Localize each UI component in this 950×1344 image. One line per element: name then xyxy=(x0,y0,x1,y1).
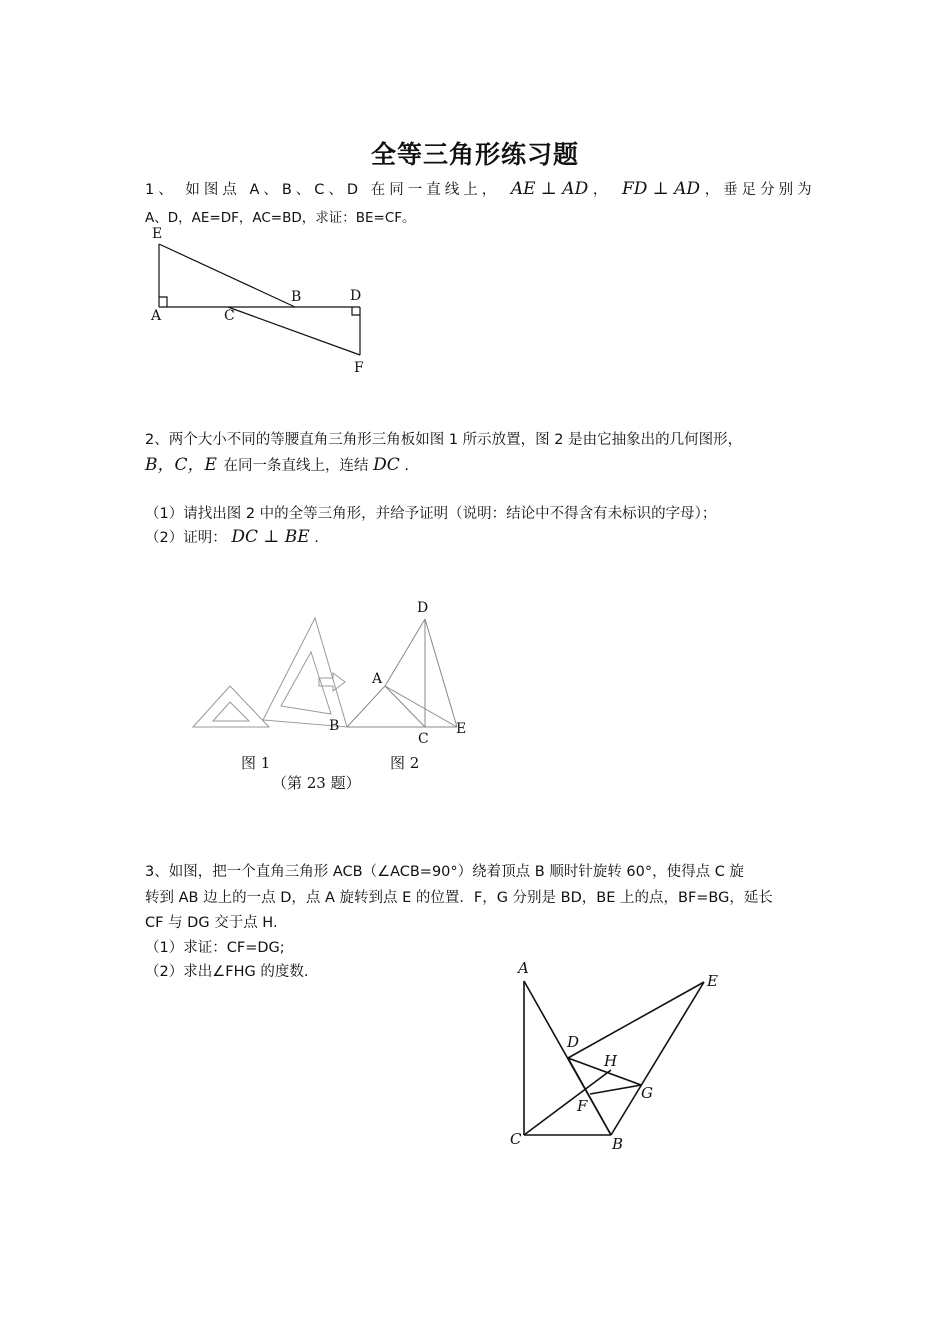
q1-label-b: B xyxy=(291,289,302,305)
q2-figure-caption: （第 23 题） xyxy=(272,774,361,792)
q2-fig1-caption: 图 1 xyxy=(241,754,271,772)
q2-part2-prefix: （2）证明： xyxy=(145,530,227,546)
q3-line2: 转到 AB 边上的一点 D，点 A 旋转到点 E 的位置．F，G 分别是 BD，BE 上的点，BF=BG，延长 xyxy=(145,890,773,906)
q2-label-b: B xyxy=(329,718,340,734)
q2-line2 xyxy=(145,450,409,475)
q1-line1 xyxy=(145,178,816,199)
q3-line1: 3、如图，把一个直角三角形 ACB（∠ACB=90°）绕着顶点 B 顺时针旋转 60°，使得点 C 旋 xyxy=(145,864,744,880)
q1-segment-cf xyxy=(228,307,360,355)
q1-line2: A、D，AE=DF，AC=BD，求证：BE=CF。 xyxy=(145,210,416,226)
q1-label-f: F xyxy=(354,360,364,376)
page-title: 全等三角形练习题 xyxy=(370,140,579,169)
q3-label-g: G xyxy=(641,1084,653,1102)
q3-figure xyxy=(500,955,740,1160)
q2-math-dc: DC xyxy=(373,455,400,475)
q3-line3: CF 与 DG 交于点 H. xyxy=(145,915,278,931)
q3-label-f: F xyxy=(577,1097,588,1115)
q2-figure2 xyxy=(325,595,480,750)
q2-label-d: D xyxy=(417,600,429,616)
q2-part2 xyxy=(145,526,319,547)
q3-label-a: A xyxy=(518,959,529,977)
q2-line-ad xyxy=(385,619,425,686)
q2-label-c: C xyxy=(418,731,429,747)
q3-part1: （1）求证：CF=DG; xyxy=(145,940,285,956)
q3-segment-fg xyxy=(590,1085,641,1094)
q1-segment-eb xyxy=(159,244,295,307)
q3-segment-ch xyxy=(524,1070,611,1135)
q2-part2-end: . xyxy=(314,530,319,546)
q3-segment-be xyxy=(611,982,704,1135)
q3-part2: （2）求出∠FHG 的度数. xyxy=(145,964,309,980)
q2-part1: （1）请找出图 2 中的全等三角形，并给予证明（说明：结论中不得含有未标识的字母）； xyxy=(145,506,717,522)
q1-prefix: 1、 如图点 A、B、C、D 在同一直线上， xyxy=(145,182,501,198)
q2-line-ba xyxy=(347,686,385,727)
q1-suffix: ，垂足分别为 xyxy=(704,182,816,198)
q2-part2-math: DC ⊥ BE xyxy=(231,527,310,547)
q3-label-h: H xyxy=(604,1052,618,1070)
q1-sep: ， xyxy=(592,182,608,198)
q3-label-e: E xyxy=(707,972,718,990)
q2-large-square-inner xyxy=(281,652,331,714)
q2-math-points: B，C，E xyxy=(145,455,217,475)
q2-line1: 2、两个大小不同的等腰直角三角形三角板如图 1 所示放置，图 2 是由它抽象出的几何图形， xyxy=(145,432,743,448)
q3-segment-de xyxy=(568,982,704,1058)
q2-label-e: E xyxy=(456,721,467,737)
q2-line2-mid: 在同一条直线上，连结 xyxy=(223,458,369,474)
q2-fig2-caption: 图 2 xyxy=(390,754,420,772)
q1-math-ae-perp-ad: AE ⊥ AD xyxy=(510,179,589,199)
q1-right-angle-d xyxy=(352,307,360,315)
q1-label-d: D xyxy=(350,288,362,304)
q2-small-square-inner xyxy=(213,702,249,721)
q1-label-e: E xyxy=(152,226,163,242)
q2-line-ac xyxy=(385,686,425,727)
q1-figure xyxy=(140,222,380,380)
q2-line-de xyxy=(425,619,457,727)
q1-math-fd-perp-ad: FD ⊥ AD xyxy=(621,179,701,199)
q1-right-angle-a xyxy=(159,297,167,307)
q3-label-b: B xyxy=(612,1135,624,1153)
q3-label-c: C xyxy=(510,1130,522,1148)
q3-label-d: D xyxy=(567,1033,580,1051)
q2-label-a: A xyxy=(372,671,383,687)
q2-line2-end: . xyxy=(404,458,409,474)
q1-label-a: A xyxy=(151,308,162,324)
q1-label-c: C xyxy=(224,308,235,324)
